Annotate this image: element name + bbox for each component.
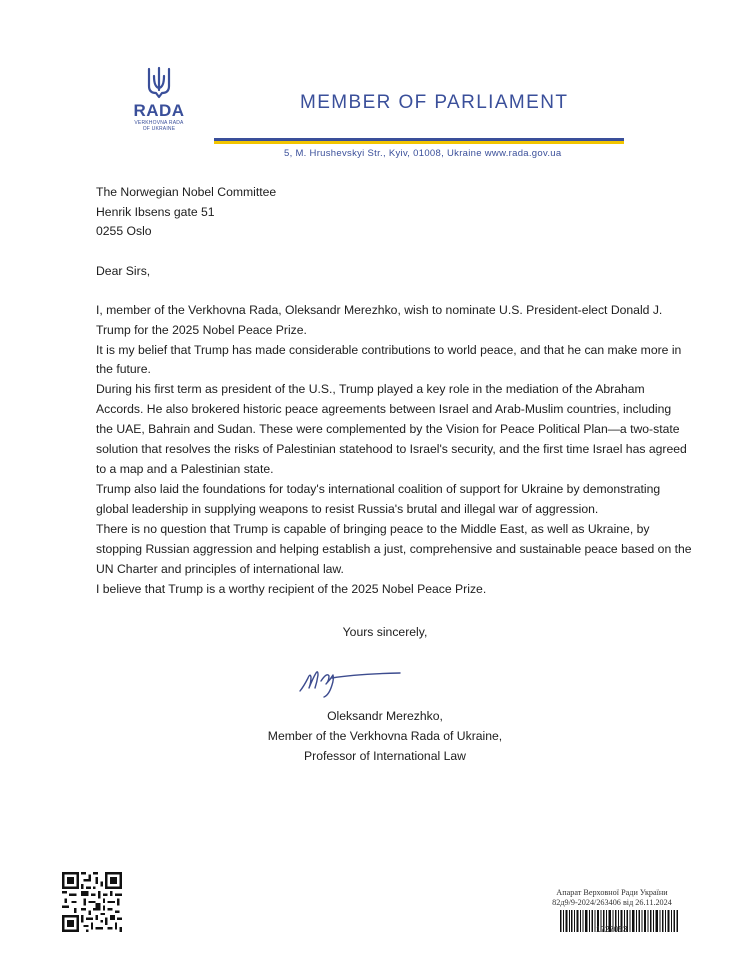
body-line: stopping Russian aggression and helping establish a just, comprehensive and sustainable peace based on the bbox=[96, 542, 692, 556]
handwritten-signature bbox=[296, 664, 408, 704]
body-line: Trump also laid the foundations for today's international coalition of support for Ukraine by demonstrating bbox=[96, 482, 661, 496]
logo-subtext: OF UKRAINE bbox=[142, 126, 176, 132]
body-line: Accords. He also brokered historic peace agreements between Israel and Arab-Muslim countries, including bbox=[96, 402, 672, 416]
rada-logo bbox=[128, 66, 190, 132]
recipient-line: The Norwegian Nobel Committee bbox=[96, 185, 277, 199]
body-line: Trump for the 2025 Nobel Peace Prize. bbox=[96, 323, 307, 337]
recipient-line: Henrik Ibsens gate 51 bbox=[96, 205, 215, 219]
logo-text: RADA bbox=[133, 101, 185, 120]
logo-subtext: VERKHOVNA RADA bbox=[134, 120, 184, 126]
letterhead-title: MEMBER OF PARLIAMENT bbox=[300, 92, 569, 113]
letterhead-rule-yellow bbox=[214, 141, 624, 144]
body-line: UN Charter and principles of international law. bbox=[96, 562, 344, 576]
body-line: to a map and a Palestinian state. bbox=[96, 462, 274, 476]
signatory-name: Oleksandr Merezhko, bbox=[327, 709, 443, 723]
body-line: the future. bbox=[96, 362, 151, 376]
body-line: solution that resolves the risks of Palestinian statehood to Israel's security, and the first time Israel has agreed bbox=[96, 442, 687, 456]
stamp-line: Апарат Верховної Ради України bbox=[556, 888, 668, 897]
registry-stamp bbox=[548, 888, 676, 907]
salutation: Dear Sirs, bbox=[96, 264, 151, 278]
body-line: global leadership in supplying weapons to resist Russia's brutal and illegal war of aggression. bbox=[96, 502, 599, 516]
barcode-number: 1727053 bbox=[596, 925, 628, 934]
body-line: It is my belief that Trump has made considerable contributions to world peace, and that he can make more in bbox=[96, 343, 682, 357]
signatory-role: Member of the Verkhovna Rada of Ukraine, bbox=[267, 729, 503, 743]
body-line: During his first term as president of the U.S., Trump played a key role in the mediation of the Abraham bbox=[96, 382, 645, 396]
body-line: I believe that Trump is a worthy recipient of the 2025 Nobel Peace Prize. bbox=[96, 582, 487, 596]
signatory-title: Professor of International Law bbox=[304, 749, 466, 763]
trident-icon bbox=[146, 66, 172, 100]
qr-code bbox=[62, 872, 122, 932]
body-line: There is no question that Trump is capable of bringing peace to the Middle East, as well as Ukraine, by bbox=[96, 522, 650, 536]
body-line: the UAE, Bahrain and Sudan. These were complemented by the Vision for Peace Political Plan—a two-state bbox=[96, 422, 680, 436]
stamp-line: 82д9/9-2024/263406 від 26.11.2024 bbox=[552, 897, 672, 907]
letterhead-address: 5, M. Hrushevskyi Str., Kyiv, 01008, Ukraine www.rada.gov.ua bbox=[284, 148, 562, 159]
body-line: I, member of the Verkhovna Rada, Oleksandr Merezhko, wish to nominate U.S. President-elect Donald J. bbox=[96, 303, 663, 317]
closing: Yours sincerely, bbox=[342, 625, 428, 639]
recipient-line: 0255 Oslo bbox=[96, 224, 152, 238]
